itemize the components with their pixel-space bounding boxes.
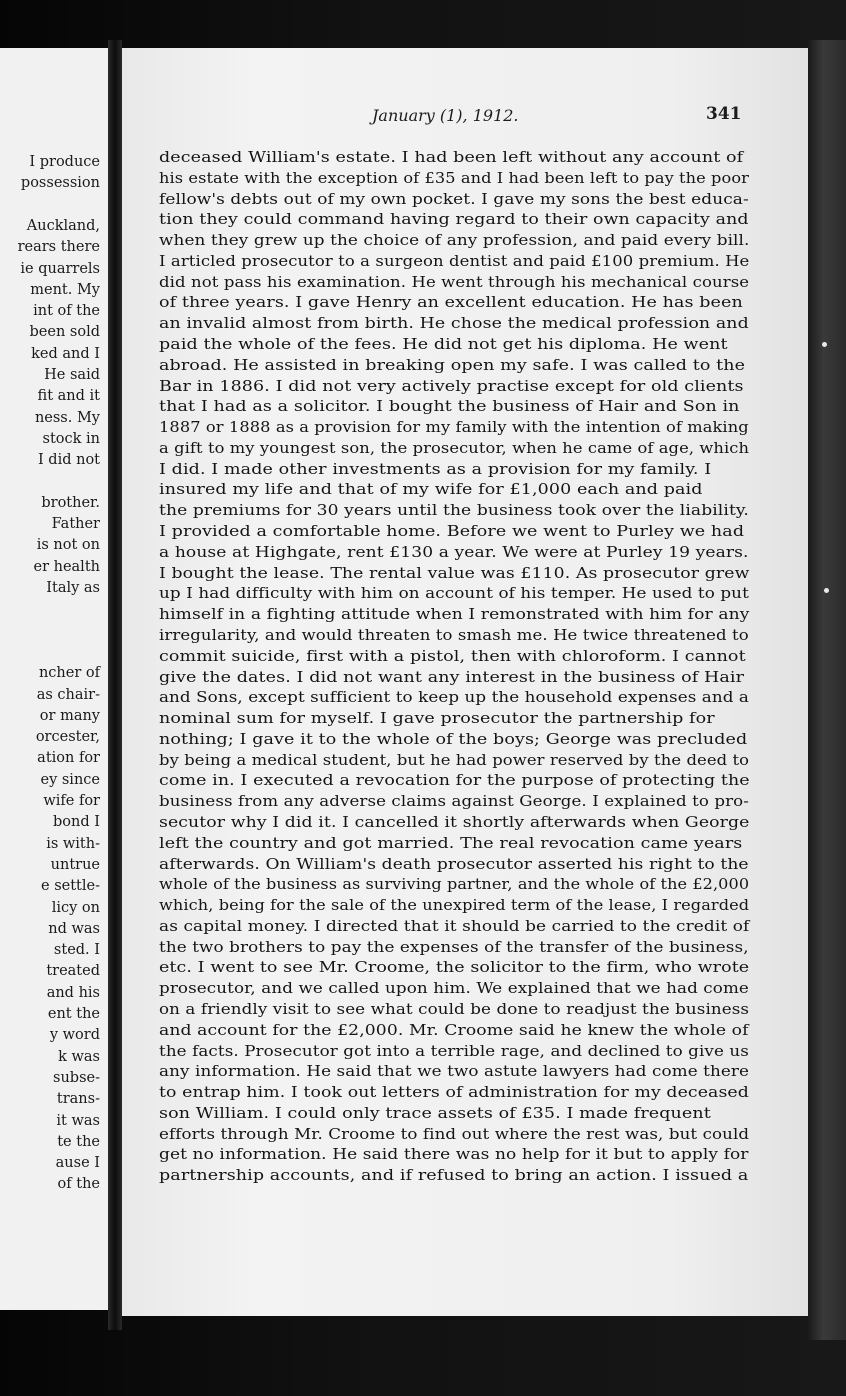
running-head: January (1), 1912.: [372, 106, 519, 125]
page-number: 341: [706, 104, 742, 124]
left-page-line: nd was: [48, 920, 100, 937]
body-text-line: the facts. Prosecutor got into a terrible rage, and declined to give us: [159, 1041, 749, 1060]
left-page-line: stock in: [42, 430, 100, 447]
left-page-line: er health: [33, 558, 100, 575]
body-text-line: irregularity, and would threaten to smash me. He twice threatened to: [159, 625, 749, 644]
left-page-line: ation for: [37, 750, 100, 767]
body-text-line: any information. He said that we two astute lawyers had come there: [159, 1062, 750, 1081]
left-page-line: subse-: [53, 1069, 100, 1086]
body-text-line: afterwards. On William's death prosecutor asserted his right to the: [159, 854, 749, 873]
body-text-line: prosecutor, and we called upon him. We explained that we had come: [159, 979, 749, 998]
left-page-line: rears there: [17, 239, 100, 256]
body-text-line: I articled prosecutor to a surgeon dentist and paid £100 premium. He: [159, 251, 750, 270]
body-text-line: get no information. He said there was no help for it but to apply for: [159, 1145, 749, 1164]
body-text-line: left the country and got married. The real revocation came years: [159, 833, 743, 852]
left-page-line: trans-: [56, 1091, 100, 1108]
body-text-line: did not pass his examination. He went through his mechanical course: [159, 272, 750, 291]
body-text-line: when they grew up the choice of any profession, and paid every bill.: [159, 231, 750, 250]
left-page-line: sted. I: [53, 942, 100, 959]
left-page-line: and his: [46, 984, 100, 1001]
left-page-line: ncher of: [38, 665, 100, 682]
left-page-line: Italy as: [46, 580, 100, 596]
body-text-line: insured my life and that of my wife for £1,000 each and paid: [159, 480, 703, 499]
left-page-line: it was: [56, 1112, 100, 1129]
body-text-line: abroad. He assisted in breaking open my safe. I was called to the: [159, 355, 746, 374]
body-text-line: himself in a fighting attitude when I remonstrated with him for any: [159, 605, 750, 624]
body-text-line: up I had difficulty with him on account of his temper. He used to put: [159, 584, 749, 603]
body-text-line: 1887 or 1888 as a provision for my family with the intention of making: [159, 418, 749, 437]
body-text-line: nominal sum for myself. I gave prosecutor the partnership for: [159, 709, 715, 728]
body-text-line: paid the whole of the fees. He did not get his diploma. He went: [159, 335, 728, 354]
left-page-line: bond I: [53, 814, 100, 831]
body-text-line: a gift to my youngest son, the prosecutor, when he came of age, which: [159, 438, 750, 457]
body-text-line: partnership accounts, and if refused to bring an action. I issued a: [159, 1166, 749, 1185]
left-page-line: I produce: [29, 154, 100, 170]
body-text-line: and Sons, except sufficient to keep up the household expenses and a: [159, 688, 750, 707]
left-page-line: brother.: [41, 494, 100, 511]
body-text-line: come in. I executed a revocation for the purpose of protecting the: [159, 771, 750, 790]
body-text-line: Bar in 1886. I did not very actively practise except for old clients: [159, 376, 744, 395]
left-page-line: ause I: [55, 1155, 100, 1172]
left-page-line: He said: [44, 367, 100, 383]
body-text-line: son William. I could only trace assets of £35. I made frequent: [159, 1103, 711, 1122]
body-text-line: nothing; I gave it to the whole of the boys; George was precluded: [159, 729, 748, 748]
body-text-line: the premiums for 30 years until the business took over the liability.: [159, 501, 749, 520]
body-text-line: fellow's debts out of my own pocket. I gave my sons the best educa-: [159, 189, 749, 208]
body-text-line: whole of the business as surviving partner, and the whole of the £2,000: [159, 875, 750, 894]
left-page-line: ment. My: [30, 281, 100, 298]
left-page-line: int of the: [33, 303, 100, 320]
body-text-line: commit suicide, first with a pistol, then with chloroform. I cannot: [159, 646, 746, 665]
left-page-line: k was: [58, 1048, 100, 1065]
left-page-line: I did not: [37, 452, 100, 469]
body-text-line: and account for the £2,000. Mr. Croome said he knew the whole of: [159, 1020, 749, 1039]
left-page-line: or many: [39, 707, 100, 724]
left-page-line: te the: [57, 1133, 100, 1150]
left-page-line: ent the: [47, 1006, 100, 1022]
left-page-line: orcester,: [35, 729, 100, 746]
left-page-line: as chair-: [36, 686, 100, 703]
body-text-line: efforts through Mr. Croome to find out where the rest was, but could: [159, 1124, 750, 1143]
body-text-line: secutor why I did it. I cancelled it shortly afterwards when George: [159, 812, 750, 831]
left-page-line: Auckland,: [26, 217, 100, 234]
left-page-line: possession: [20, 175, 100, 192]
body-text-line: on a friendly visit to see what could be done to readjust the business: [159, 999, 750, 1018]
body-text-line: to entrap him. I took out letters of administration for my deceased: [159, 1083, 749, 1102]
scan-speck: [824, 588, 829, 593]
page-edge-shadow: [808, 40, 846, 1340]
body-text-line: by being a medical student, but he had power reserved by the deed to: [159, 750, 750, 769]
body-text-line: give the dates. I did not want any interest in the business of Hair: [159, 667, 745, 686]
body-text-line: I did. I made other investments as a provision for my family. I: [159, 459, 712, 478]
body-text-line: of three years. I gave Henry an excellent education. He has been: [159, 293, 743, 312]
left-page-line: y word: [49, 1027, 100, 1044]
body-text-line: I bought the lease. The rental value was £110. As prosecutor grew: [159, 563, 750, 582]
body-text-line: that I had as a solicitor. I bought the business of Hair and Son in: [159, 397, 740, 416]
body-text-line: which, being for the sale of the unexpired term of the lease, I regarded: [159, 896, 750, 915]
left-page-line: been sold: [29, 324, 100, 341]
left-page-line: licy on: [51, 899, 100, 916]
body-text-line: as capital money. I directed that it should be carried to the credit of: [159, 916, 750, 935]
body-text-line: etc. I went to see Mr. Croome, the solicitor to the firm, who wrote: [159, 958, 750, 977]
left-page-line: ness. My: [34, 409, 100, 426]
body-text-line: a house at Highgate, rent £130 a year. We were at Purley 19 years.: [159, 542, 749, 561]
left-page-line: e settle-: [41, 878, 100, 895]
left-page-line: fit and it: [37, 388, 100, 405]
left-page-line: ey since: [40, 771, 100, 788]
right-page: [122, 48, 808, 1316]
left-page-line: untrue: [50, 856, 100, 873]
left-page-line: wife for: [43, 793, 100, 809]
body-text-line: business from any adverse claims against George. I explained to pro-: [159, 792, 749, 811]
left-page: [0, 48, 110, 1310]
left-page-line: of the: [57, 1176, 100, 1193]
body-text-line: I provided a comfortable home. Before we went to Purley we had: [159, 522, 745, 541]
body-text-line: the two brothers to pay the expenses of the transfer of the business,: [159, 937, 749, 956]
book-gutter: [108, 40, 122, 1330]
left-page-line: Father: [51, 516, 100, 533]
body-text-line: deceased William's estate. I had been left without any account of: [159, 148, 744, 166]
body-text-line: tion they could command having regard to their own capacity and: [159, 210, 749, 229]
scan-speck: [822, 342, 827, 347]
left-page-line: is not on: [36, 537, 100, 554]
left-page-line: ie quarrels: [20, 260, 100, 277]
left-page-line: ked and I: [31, 345, 100, 362]
left-page-line: is with-: [46, 835, 100, 852]
body-text-line: an invalid almost from birth. He chose the medical profession and: [159, 314, 749, 333]
body-text-line: his estate with the exception of £35 and I had been left to pay the poor: [159, 168, 749, 187]
left-page-line: treated: [46, 963, 100, 980]
